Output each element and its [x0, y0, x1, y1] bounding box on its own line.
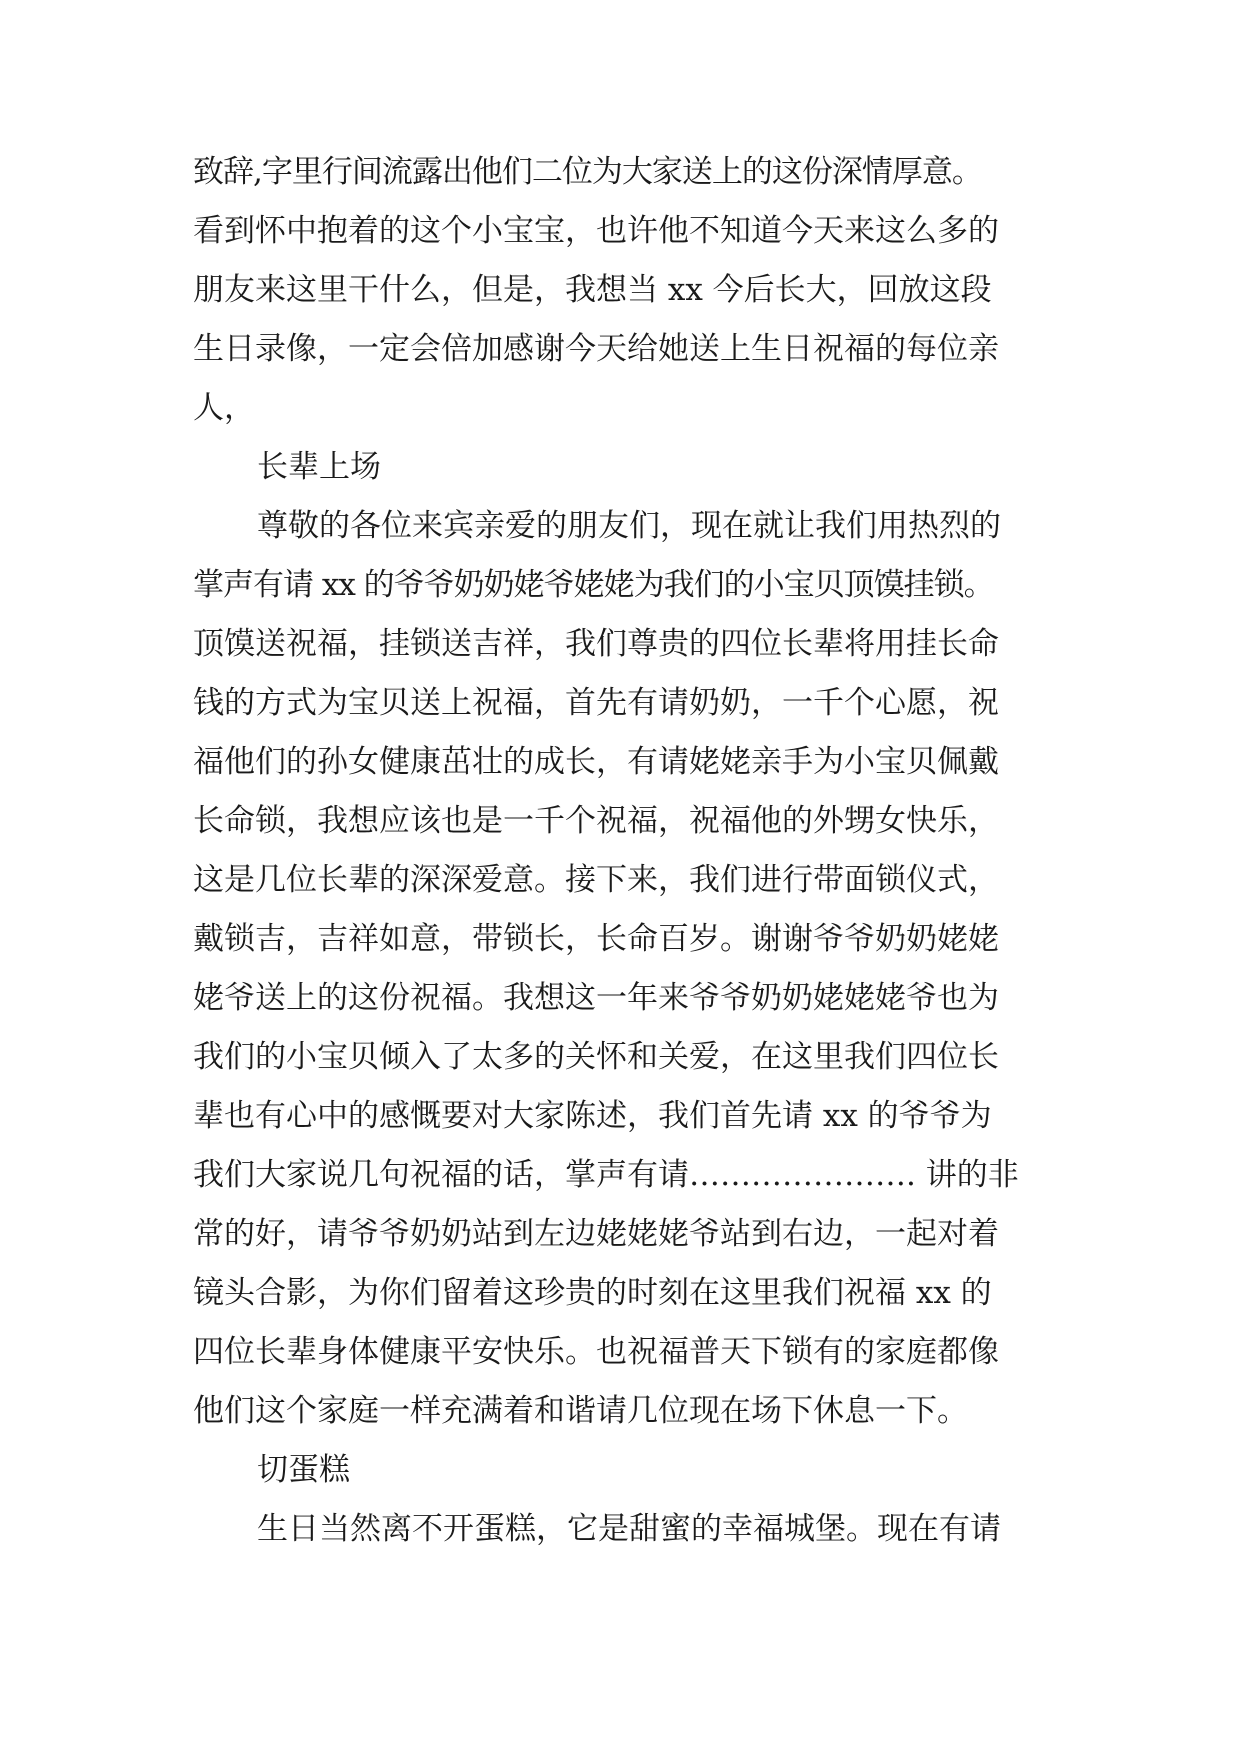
text-line: 朋友来这里干什么，但是，我想当 xx 今后长大，回放这段: [193, 272, 992, 308]
text-line: 人，: [193, 390, 255, 426]
text-line: 他们这个家庭一样充满着和谐请几位现在场下休息一下。: [193, 1393, 968, 1429]
text-line: 致辞,字里行间流露出他们二位为大家送上的这份深情厚意。: [193, 154, 982, 190]
text-line: 常的好，请爷爷奶奶站到左边姥姥姥爷站到右边，一起对着: [193, 1216, 999, 1252]
section-heading: 切蛋糕: [257, 1452, 350, 1488]
text-line: 我们大家说几句祝福的话，掌声有请…………………. 讲的非: [193, 1157, 1019, 1193]
section-heading: 长辈上场: [257, 449, 381, 485]
text-line: 我们的小宝贝倾入了太多的关怀和关爱，在这里我们四位长: [193, 1039, 999, 1075]
text-line: 尊敬的各位来宾亲爱的朋友们，现在就让我们用热烈的: [257, 508, 1001, 544]
text-line: 四位长辈身体健康平安快乐。也祝福普天下锁有的家庭都像: [193, 1334, 999, 1370]
text-line: 这是几位长辈的深深爱意。接下来，我们进行带面锁仪式，: [193, 862, 999, 898]
text-line: 戴锁吉，吉祥如意，带锁长，长命百岁。谢谢爷爷奶奶姥姥: [193, 921, 999, 957]
text-line: 钱的方式为宝贝送上祝福，首先有请奶奶，一千个心愿，祝: [193, 685, 999, 721]
text-line: 长命锁，我想应该也是一千个祝福，祝福他的外甥女快乐，: [193, 803, 999, 839]
text-line: 生日当然离不开蛋糕，它是甜蜜的幸福城堡。现在有请: [257, 1511, 1001, 1547]
text-line: 生日录像，一定会倍加感谢今天给她送上生日祝福的每位亲: [193, 331, 999, 367]
text-line: 辈也有心中的感慨要对大家陈述，我们首先请 xx 的爷爷为: [193, 1098, 992, 1134]
text-line: 掌声有请 xx 的爷爷奶奶姥爷姥姥为我们的小宝贝顶馍挂锁。: [193, 567, 994, 603]
text-line: 看到怀中抱着的这个小宝宝，也许他不知道今天来这么多的: [193, 213, 999, 249]
text-line: 顶馍送祝福，挂锁送吉祥，我们尊贵的四位长辈将用挂长命: [193, 626, 999, 662]
text-line: 福他们的孙女健康茁壮的成长，有请姥姥亲手为小宝贝佩戴: [193, 744, 999, 780]
text-line: 姥爷送上的这份祝福。我想这一年来爷爷奶奶姥姥姥爷也为: [193, 980, 999, 1016]
text-line: 镜头合影，为你们留着这珍贵的时刻在这里我们祝福 xx 的: [193, 1275, 992, 1311]
